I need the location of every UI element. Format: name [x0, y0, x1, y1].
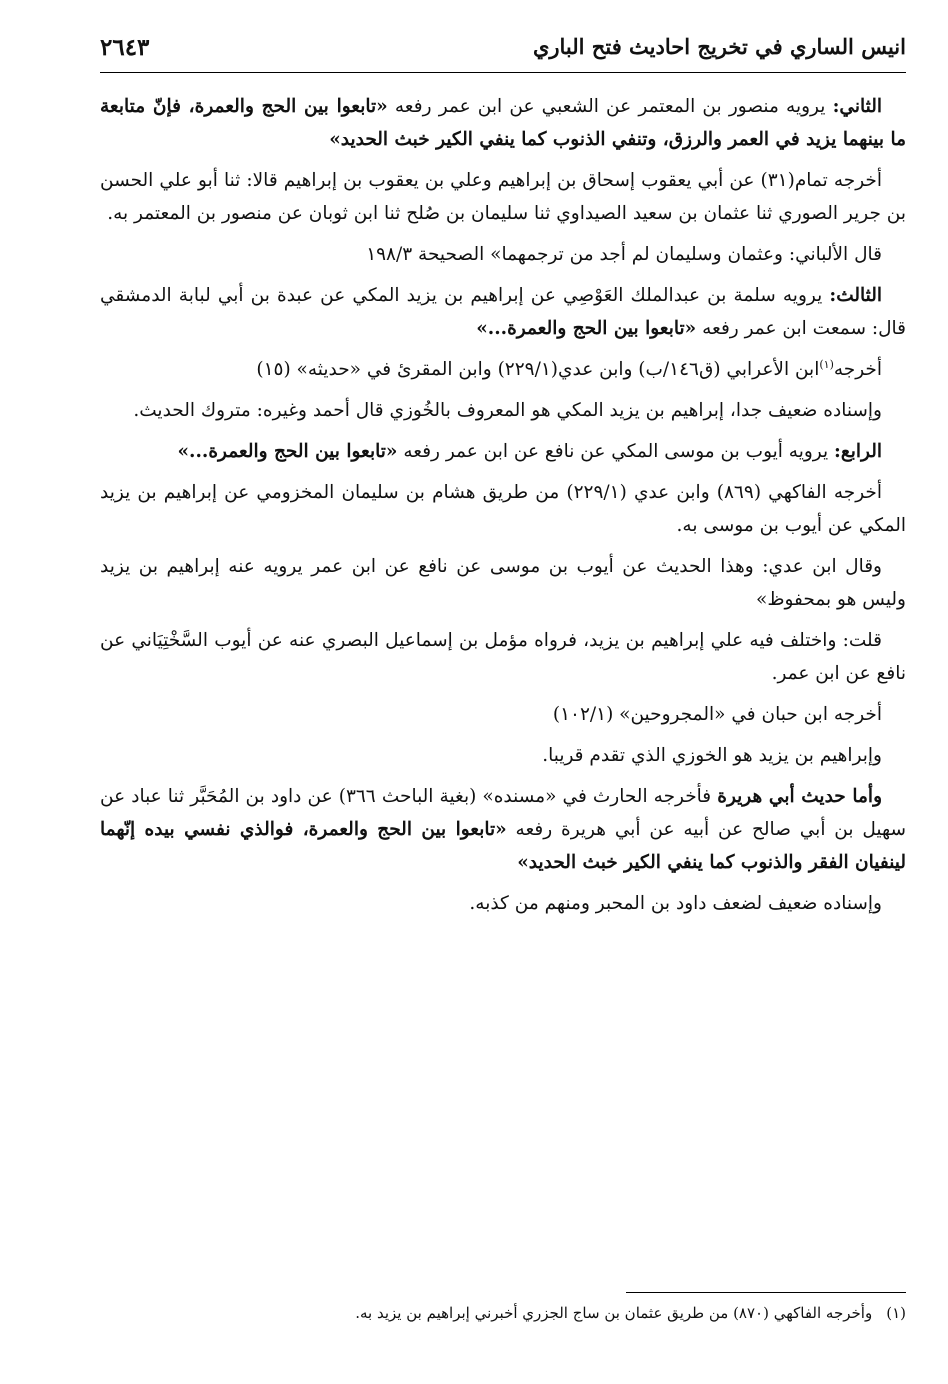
paragraph-second-route [100, 90, 906, 156]
hadith-quote: «تابعوا بين الحج والعمرة، فإنّ متابعة ما بينهما يزيد في العمر والرزق، وتنفي الذنوب كما ينفي الكير خبث الحديد» [100, 96, 906, 150]
paragraph-text: يرويه منصور بن المعتمر عن الشعبي عن ابن عمر رفعه [387, 96, 833, 117]
paragraph-albani-comment: قال الألباني: وعثمان وسليمان لم أجد من ترجمهما» الصحيحة ١٩٨/٣ [366, 244, 882, 265]
section-label: الرابع: [834, 441, 882, 462]
footnote-number: (١) [886, 1304, 906, 1322]
hadith-quote: «تابعوا بين الحج والعمرة...» [177, 441, 398, 462]
paragraph-qultu: قلت: واختلف فيه علي إبراهيم بن يزيد، فرواه مؤمل بن إسماعيل البصري عنه عن أيوب السَّخْتِيَاني عن نافع عن ابن عمر. [100, 630, 906, 684]
paragraph-isnad-weak: وإسناده ضعيف جدا، إبراهيم بن يزيد المكي هو المعروف بالخُوزي قال أحمد وغيره: متروك الحديث. [133, 400, 882, 421]
paragraph-text: أخرجه [833, 359, 882, 380]
book-page [100, 30, 906, 1360]
section-label: وأما حديث أبي هريرة [717, 786, 882, 807]
paragraph-text: يرويه أيوب بن موسى المكي عن نافع عن ابن عمر رفعه [397, 441, 835, 462]
section-label: الثالث: [829, 285, 882, 306]
section-label: الثاني: [832, 96, 882, 117]
footnote-rule [626, 1292, 906, 1293]
hadith-quote: «تابعوا بين الحج والعمرة، فوالذي نفسي بيده إنّهما لينفيان الفقر والذنوب كما ينفي الكير خبث الحديد» [100, 819, 906, 873]
paragraph-abu-hurayrah [100, 780, 906, 879]
paragraph-takhrij-tammam: أخرجه تمام(٣١) عن أبي يعقوب إسحاق بن إبراهيم وعلي بن يعقوب بن إبراهيم قالا: ثنا أبو علي الحسن بن جرير الصوري ثنا عثمان بن سعيد الصيداوي ثنا سليمان بن صُلح ثنا ابن ثوبان عن منصور بن المعتمر به. [100, 170, 906, 224]
footnote-ref: (١) [819, 357, 834, 371]
paragraph-ibn-adi-comment: وقال ابن عدي: وهذا الحديث عن أيوب بن موسى عن نافع عن ابن عمر يرويه عنه إبراهيم بن يزيد وليس هو بمحفوظ» [100, 556, 906, 610]
hadith-quote: «تابعوا بين الحج والعمرة...» [476, 318, 697, 339]
page-number: ٢٦٤٣ [100, 34, 150, 61]
page-body [100, 90, 906, 928]
footnote [100, 1302, 906, 1324]
paragraph-takhrij-ibn-alarabi [100, 353, 906, 386]
paragraph-text: ابن الأعرابي (ق١٤٦/ب) وابن عدي(٢٢٩/١) وابن المقرئ في «حديثه» (١٥) [256, 359, 820, 380]
header-title: انيس الساري في تخريج احاديث فتح الباري [532, 34, 906, 59]
paragraph-takhrij-fakihi: أخرجه الفاكهي (٨٦٩) وابن عدي (٢٢٩/١) من طريق هشام بن سليمان المخزومي عن إبراهيم بن يزيد المكي عن أيوب بن موسى به. [100, 482, 906, 536]
paragraph-final-isnad: وإسناده ضعيف لضعف داود بن المحبر ومنهم من كذبه. [469, 893, 882, 914]
paragraph-ibn-hibban: أخرجه ابن حبان في «المجروحين» (١٠٢/١) [552, 704, 882, 725]
footnote-text: وأخرجه الفاكهي (٨٧٠) من طريق عثمان بن ساج الجزري أخبرني إبراهيم بن يزيد به. [355, 1304, 873, 1322]
paragraph-text: فأخرجه الحارث في «مسنده» (بغية الباحث ٣٦٦) عن داود بن المُحَبَّر ثنا عباد عن سهيل بن أبي صالح عن أبيه عن أبي هريرة رفعه [100, 786, 906, 840]
paragraph-fourth-route [100, 435, 906, 468]
paragraph-khuzi-note: وإبراهيم بن يزيد هو الخوزي الذي تقدم قريبا. [542, 745, 882, 766]
running-header [100, 30, 906, 70]
paragraph-text: يرويه سلمة بن عبدالملك العَوْصِي عن إبراهيم بن يزيد المكي عن عبدة بن أبي لبابة الدمشقي قال: سمعت ابن عمر رفعه [100, 285, 906, 339]
header-rule [100, 72, 906, 73]
paragraph-third-route [100, 279, 906, 345]
